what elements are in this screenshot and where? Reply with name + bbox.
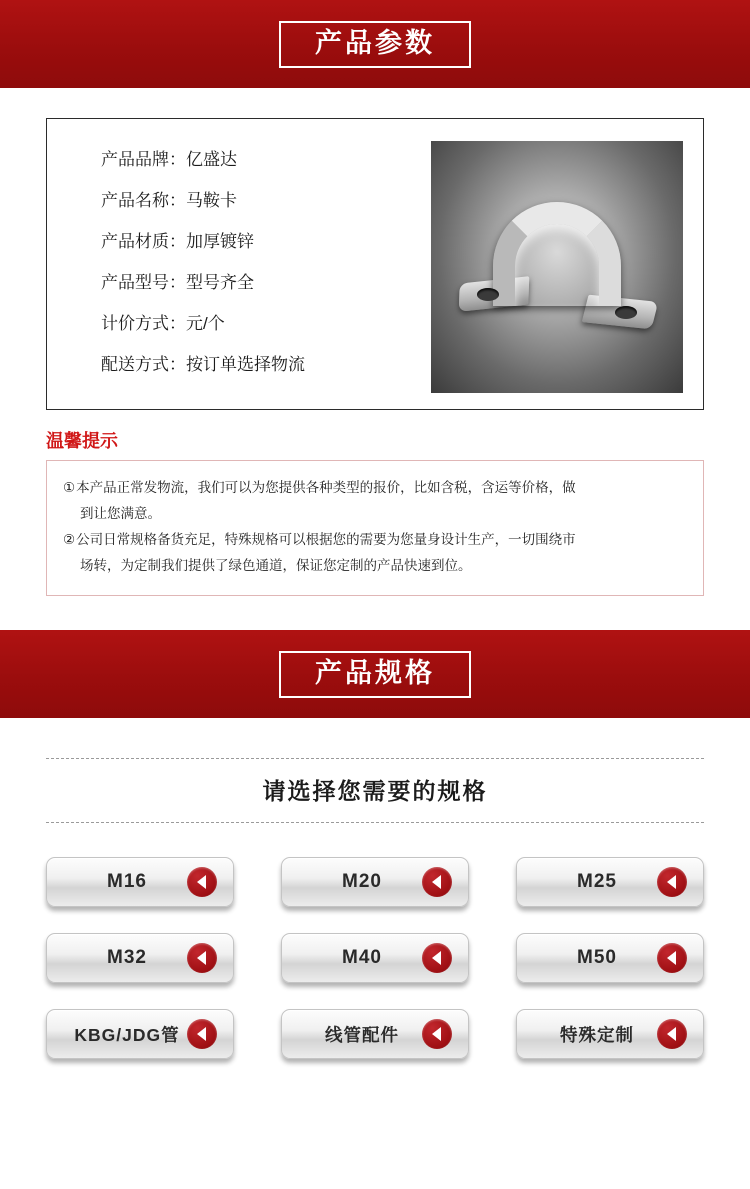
play-arrow-left-icon [657, 867, 687, 897]
param-value: 亿盛达 [186, 150, 237, 169]
table-row [101, 192, 421, 209]
spec-button-label: 特殊定制 [560, 1024, 634, 1045]
param-label: 产品名称： [101, 191, 186, 210]
spacer-bottom [0, 1059, 750, 1129]
spec-button-m50[interactable] [516, 933, 704, 983]
saddle-clamp-illustration [459, 202, 655, 342]
clamp-hole-left [477, 288, 499, 301]
play-arrow-left-icon [657, 1019, 687, 1049]
table-row [101, 151, 421, 168]
list-item [63, 475, 687, 501]
table-row [101, 274, 421, 291]
table-row [101, 315, 421, 332]
parameters-section [0, 88, 750, 410]
spec-heading-wrap [46, 758, 704, 823]
play-arrow-left-icon [187, 1019, 217, 1049]
tip-text-continued: 到让您满意。 [80, 506, 161, 521]
spec-button-pipe-fittings[interactable] [281, 1009, 469, 1059]
parameters-card [46, 118, 704, 410]
param-value: 按订单选择物流 [186, 355, 305, 374]
play-arrow-left-icon [187, 943, 217, 973]
list-item [63, 527, 687, 553]
spacer [0, 596, 750, 630]
spec-button-label: M32 [107, 947, 147, 968]
spec-button-custom[interactable] [516, 1009, 704, 1059]
clamp-hole-right [615, 306, 637, 319]
spec-button-label: KBG/JDG管 [74, 1024, 180, 1045]
param-label: 产品品牌： [101, 150, 186, 169]
spec-banner-title: 产品规格 [315, 657, 435, 688]
play-arrow-left-icon [657, 943, 687, 973]
spec-button-m32[interactable] [46, 933, 234, 983]
tip-text-continued: 场转，为定制我们提供了绿色通道，保证您定制的产品快速到位。 [80, 558, 472, 573]
param-label: 产品材质： [101, 232, 186, 251]
play-arrow-left-icon [187, 867, 217, 897]
tip-number: ② [63, 532, 76, 547]
tip-text: 公司日常规格备货充足，特殊规格可以根据您的需要为您量身设计生产，一切围绕市 [76, 532, 576, 547]
spec-button-m25[interactable] [516, 857, 704, 907]
param-label: 计价方式： [101, 314, 186, 333]
spec-button-label: M20 [342, 871, 382, 892]
params-banner-title: 产品参数 [315, 27, 435, 58]
params-banner [0, 0, 750, 88]
param-label: 产品型号： [101, 273, 186, 292]
play-arrow-left-icon [422, 943, 452, 973]
clamp-arch [493, 202, 621, 306]
tip-text: 本产品正常发物流，我们可以为您提供各种类型的报价，比如含税，含运等价格，做 [76, 480, 576, 495]
play-arrow-left-icon [422, 1019, 452, 1049]
spec-button-label: 线管配件 [325, 1024, 399, 1045]
param-value: 马鞍卡 [186, 191, 237, 210]
param-value: 型号齐全 [186, 273, 254, 292]
params-banner-frame [279, 21, 471, 68]
param-label: 配送方式： [101, 355, 186, 374]
table-row [101, 233, 421, 250]
spec-button-grid [46, 857, 704, 1059]
tips-box [46, 460, 704, 596]
spec-button-m16[interactable] [46, 857, 234, 907]
param-value: 元/个 [186, 314, 225, 333]
tip-number: ① [63, 480, 76, 495]
play-arrow-left-icon [422, 867, 452, 897]
tips-section [0, 410, 750, 596]
spec-section [0, 718, 750, 1059]
parameters-list [69, 141, 421, 373]
spec-banner [0, 630, 750, 718]
spec-banner-frame [279, 651, 471, 698]
page-title: 请选择您需要的规格 [262, 778, 488, 804]
spec-button-label: M40 [342, 947, 382, 968]
spec-button-m20[interactable] [281, 857, 469, 907]
spec-button-label: M50 [577, 947, 617, 968]
product-photo [431, 141, 683, 393]
table-row [101, 356, 421, 373]
spec-button-m40[interactable] [281, 933, 469, 983]
tips-title: 温馨提示 [46, 431, 118, 451]
spec-button-label: M25 [577, 871, 617, 892]
param-value: 加厚镀锌 [186, 232, 254, 251]
spec-button-kbg-jdg[interactable] [46, 1009, 234, 1059]
spec-button-label: M16 [107, 871, 147, 892]
